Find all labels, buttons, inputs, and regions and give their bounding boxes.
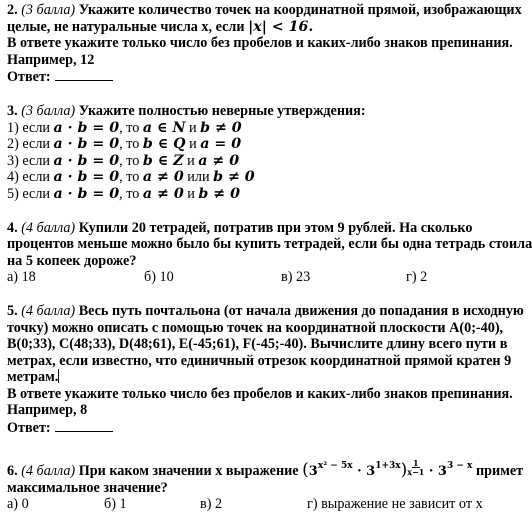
statement-text: и xyxy=(185,119,201,136)
math-fragment: a = 0 xyxy=(200,136,242,153)
option-b[interactable]: б) 1 xyxy=(104,496,127,513)
statement-number: 1) если xyxy=(7,119,54,136)
statement-number: 4) если xyxy=(7,169,54,186)
question-score: (4 балла) xyxy=(21,462,76,479)
question-text: В(0;33), С(48;33), D(48;61), Е(-45;61), F(-45;-40). Вычислите длину всего пути в xyxy=(7,336,508,353)
answer-options xyxy=(7,496,526,513)
statement-number: 5) если xyxy=(7,185,54,202)
question-number: 5. xyxy=(7,302,18,319)
question-score: (4 балла) xyxy=(21,219,76,236)
option-b[interactable]: б) 10 xyxy=(144,269,174,286)
math-fragment: a · b = 0 xyxy=(53,119,120,136)
statement-item xyxy=(7,153,526,170)
question-text: на 5 копеек дороже? xyxy=(7,252,137,269)
statement-item xyxy=(7,120,526,137)
math-fragment: b ∈ Q xyxy=(142,136,186,153)
statement-text: , то xyxy=(119,185,143,202)
math-fragment: b ∈ Z xyxy=(142,152,184,169)
question-text: процентов меньше можно было бы купить тетрадей, если бы одна тетрадь стоила xyxy=(7,236,532,253)
option-c[interactable]: в) 2 xyxy=(200,496,223,513)
math-fragment: a ≠ 0 xyxy=(198,152,240,169)
statement-number: 3) если xyxy=(7,152,54,169)
math-condition: |x| < 16. xyxy=(248,18,314,35)
statement-number: 2) если xyxy=(7,136,54,153)
statement-text: , то xyxy=(119,169,143,186)
question-text: Укажите полностью неверные утверждения: xyxy=(78,102,366,119)
question-2 xyxy=(7,2,526,86)
statement-text: и xyxy=(185,136,201,153)
math-fragment: a ∈ N xyxy=(142,119,186,136)
text-cursor xyxy=(58,369,59,383)
math-fragment: a · b = 0 xyxy=(53,152,120,169)
answer-label: Ответ: xyxy=(7,420,51,437)
math-fragment: a · b = 0 xyxy=(53,136,120,153)
statement-item xyxy=(7,169,526,186)
question-number: 2. xyxy=(7,2,18,18)
answer-label: Ответ: xyxy=(7,69,51,86)
option-d[interactable]: г) выражение не зависит от х xyxy=(307,496,483,513)
statement-list xyxy=(7,120,526,203)
question-5 xyxy=(7,303,526,437)
question-text: Весь путь почтальона (от начала движения до попадания в исходную xyxy=(78,302,524,319)
math-fragment: a · b = 0 xyxy=(53,185,120,202)
statement-text: и xyxy=(183,152,199,169)
answer-options xyxy=(7,269,526,286)
math-fragment: b ≠ 0 xyxy=(213,169,255,186)
question-6 xyxy=(7,458,526,513)
question-text: примет xyxy=(475,462,524,479)
exponent-fraction: $\frac{1}{x-1}$ xyxy=(407,457,425,477)
question-number: 4. xyxy=(7,219,18,236)
answer-instruction: В ответе укажите только число без пробелов и каких-либо знаков препинания. xyxy=(7,385,513,402)
math-fragment: b ≠ 0 xyxy=(198,185,240,202)
math-fragment: a ≠ 0 xyxy=(142,185,184,202)
statement-text: , то xyxy=(119,119,143,136)
statement-text: , то xyxy=(119,152,143,169)
question-score: (3 балла) xyxy=(21,102,76,119)
statement-item xyxy=(7,186,526,203)
math-fragment: b ≠ 0 xyxy=(200,119,242,136)
option-a[interactable]: а) 18 xyxy=(7,269,36,286)
question-score: (3 балла) xyxy=(21,2,76,18)
answer-instruction: В ответе укажите только число без пробелов и каких-либо знаков препинания. xyxy=(7,35,513,52)
question-text: Укажите количество точек на координатной прямой, изображающих xyxy=(78,2,522,18)
question-text: точку) можно описать с помощью точек на координатной плоскости А(0;-40), xyxy=(7,319,504,336)
answer-example: Например, 8 xyxy=(7,402,88,419)
answer-blank[interactable] xyxy=(55,68,113,81)
option-c[interactable]: в) 23 xyxy=(281,269,311,286)
question-score: (4 балла) xyxy=(21,302,76,319)
answer-blank[interactable] xyxy=(55,419,113,432)
statement-text: или xyxy=(183,169,214,186)
question-text: метрам. xyxy=(7,369,59,386)
question-4 xyxy=(7,219,532,286)
option-a[interactable]: а) 0 xyxy=(7,496,29,513)
question-3 xyxy=(7,103,526,203)
question-text: При каком значении х выражение xyxy=(78,462,299,479)
question-text: Купили 20 тетрадей, потратив при этом 9 рублей. На сколько xyxy=(78,219,473,236)
question-text: целые, не натуральные числа х, если xyxy=(7,18,245,35)
question-text: максимальное значение? xyxy=(7,479,168,496)
question-number: 6. xyxy=(7,462,18,479)
statement-text: , то xyxy=(119,136,143,153)
math-fragment: a ≠ 0 xyxy=(142,169,184,186)
math-expression: $(3^{x^2 - 5x} \cdot 3^{1+3x})$ $\frac{1}{x-1}$ · $3^{3 - x}$ xyxy=(302,457,473,480)
statement-item xyxy=(7,136,526,153)
statement-text: и xyxy=(183,185,199,202)
question-text: метрах, если известно, что единичный отрезок координатной прямой кратен 9 xyxy=(7,352,512,369)
answer-example: Например, 12 xyxy=(7,51,95,68)
math-fragment: a · b = 0 xyxy=(53,169,120,186)
option-d[interactable]: г) 2 xyxy=(406,269,428,286)
question-number: 3. xyxy=(7,102,18,119)
